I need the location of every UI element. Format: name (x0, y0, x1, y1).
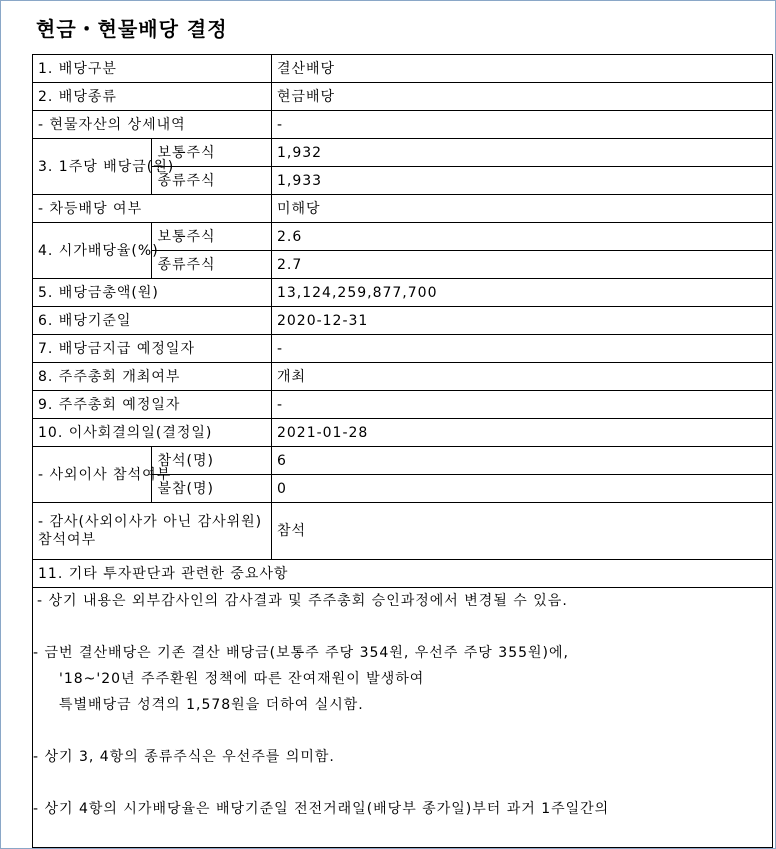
notes-cell (33, 588, 773, 848)
table-row (33, 419, 773, 447)
table-row (33, 588, 773, 848)
table-row (33, 223, 773, 251)
row-value: 2021-01-28 (271, 419, 772, 447)
table-row (33, 503, 773, 560)
row-value: 결산배당 (271, 55, 772, 83)
row-label: 6. 배당기준일 (33, 307, 272, 335)
row-value: 1,932 (271, 139, 772, 167)
row-value: 2.7 (271, 251, 772, 279)
dividend-table (32, 54, 773, 848)
table-row (33, 391, 773, 419)
row-label: 7. 배당금지급 예정일자 (33, 335, 272, 363)
row-value: 6 (271, 447, 772, 475)
table-row (33, 55, 773, 83)
row-sublabel: 종류주식 (152, 251, 271, 279)
row-label: 2. 배당종류 (33, 83, 272, 111)
table-row (33, 111, 773, 139)
row-value: 미해당 (271, 195, 772, 223)
row-value: 2020-12-31 (271, 307, 772, 335)
table-row (33, 279, 773, 307)
row-value: 1,933 (271, 167, 772, 195)
table-row (33, 335, 773, 363)
page-title: 현금・현물배당 결정 (36, 17, 228, 41)
row-label: 4. 시가배당율(%) (33, 223, 152, 279)
table-row (33, 363, 773, 391)
note-line: 특별배당금 성격의 1,578원을 더하여 실시함. (59, 697, 364, 713)
row-label: 9. 주주총회 예정일자 (33, 391, 272, 419)
row-sublabel: 참석(명) (152, 447, 271, 475)
table-row (33, 195, 773, 223)
row-label: - 사외이사 참석여부 (33, 447, 152, 503)
row-sublabel: 불참(명) (152, 475, 271, 503)
row-value: - (271, 391, 772, 419)
row-label: 3. 1주당 배당금(원) (33, 139, 152, 195)
notes-body (33, 588, 772, 822)
note-line: - 상기 3, 4항의 종류주식은 우선주를 의미함. (33, 749, 335, 765)
row-value: 참석 (271, 503, 772, 560)
row-value: 개최 (271, 363, 772, 391)
note-line: - 상기 4항의 시가배당율은 배당기준일 전전거래일(배당부 종가일)부터 과거 1주일간의 (33, 801, 610, 817)
row-sublabel: 보통주식 (152, 139, 271, 167)
table-row (33, 447, 773, 475)
table-row (33, 560, 773, 588)
section-header: 11. 기타 투자판단과 관련한 중요사항 (33, 560, 773, 588)
row-label: - 감사(사외이사가 아닌 감사위원) 참석여부 (33, 503, 272, 560)
note-line: - 금번 결산배당은 기존 결산 배당금(보통주 주당 354원, 우선주 주당 355원)에, (33, 645, 569, 661)
row-label: 10. 이사회결의일(결정일) (33, 419, 272, 447)
row-sublabel: 보통주식 (152, 223, 271, 251)
row-value: 2.6 (271, 223, 772, 251)
table-row (33, 83, 773, 111)
row-label: - 차등배당 여부 (33, 195, 272, 223)
row-label: 8. 주주총회 개최여부 (33, 363, 272, 391)
row-value: 0 (271, 475, 772, 503)
row-value: 현금배당 (271, 83, 772, 111)
row-label: - 현물자산의 상세내역 (33, 111, 272, 139)
row-label: 1. 배당구분 (33, 55, 272, 83)
row-sublabel: 종류주식 (152, 167, 271, 195)
row-value: - (271, 111, 772, 139)
table-row (33, 307, 773, 335)
row-value: 13,124,259,877,700 (271, 279, 772, 307)
row-label: 5. 배당금총액(원) (33, 279, 272, 307)
note-line: - 상기 내용은 외부감사인의 감사결과 및 주주총회 승인과정에서 변경될 수 있음. (37, 593, 568, 609)
table-row (33, 139, 773, 167)
note-line: '18~'20년 주주환원 정책에 따른 잔여재원이 발생하여 (59, 671, 425, 687)
row-value: - (271, 335, 772, 363)
